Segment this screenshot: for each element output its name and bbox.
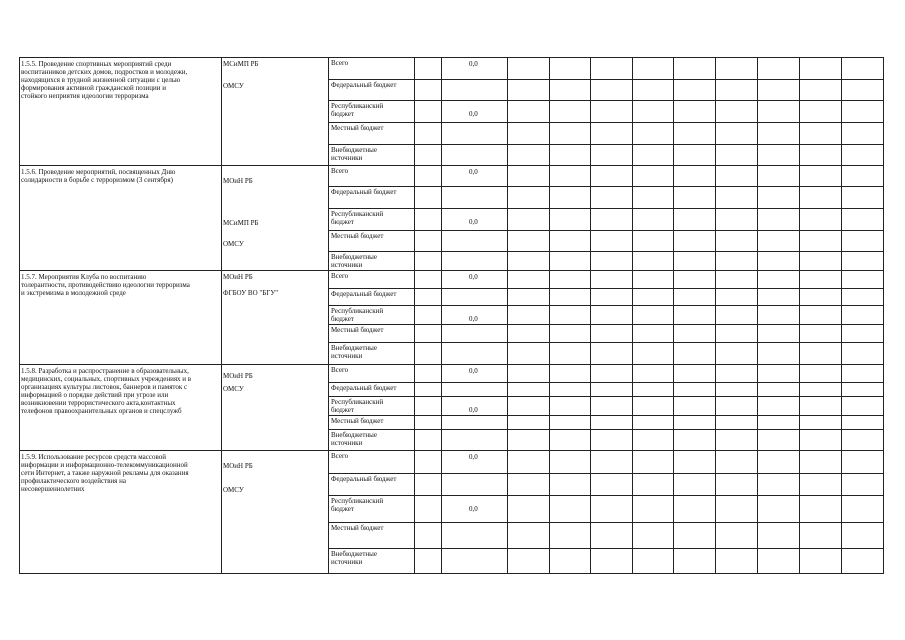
grid-line [328, 495, 884, 496]
grid-line [328, 415, 884, 416]
activity-title: 1.5.8. Разработка и распространение в образовательных, медицинских, социальных, спортивных учреждениях и в организациях культуры листовок, баннеров и памяток с информацией о порядке действий при угрозе или возникновении террористического акта,контактных телефонов правоохранительных органов и спецслужб [21, 367, 192, 415]
funding-source: Внебюджетные источники [331, 550, 377, 566]
grid-line [19, 450, 884, 451]
amount-value: 0,0 [469, 453, 478, 461]
grid-line [328, 251, 884, 252]
grid-line [328, 324, 884, 325]
grid-line [19, 57, 20, 574]
activity-title: 1.5.9. Использование ресурсов средств массовой информации и информационно-телекоммуникационной сети Интернет, а также наружной рекламы для оказания профилактического воздействия на несовершеннолетних [21, 453, 189, 493]
activity-title: 1.5.7. Мероприятия Клуба по воспитанию толерантности, противодействию идеологии терроризма и экстремизма в молодежной среде [21, 273, 190, 297]
grid-line [19, 57, 884, 58]
funding-source: Внебюджетные источники [331, 431, 377, 447]
grid-line [632, 57, 633, 574]
grid-line [549, 57, 550, 574]
amount-value: 0,0 [469, 60, 478, 68]
funding-source: Местный бюджет [331, 232, 384, 240]
funding-source: Федеральный бюджет [331, 290, 397, 298]
funding-source: Местный бюджет [331, 326, 384, 334]
grid-line [673, 57, 674, 574]
grid-line [19, 270, 884, 271]
funding-source: Всего [331, 452, 349, 460]
grid-line [19, 573, 884, 574]
grid-line [328, 548, 884, 549]
activity-title: 1.5.5. Проведение спортивных мероприятий среди воспитанников детских домов, подростков и молодежи, находящихся в трудной жизненной ситуации с целью формирования активной гражданской позиции и стойкого неприятия идеологии терроризма [21, 60, 188, 100]
grid-line [328, 230, 884, 231]
executor-label: ОМСУ [223, 240, 244, 248]
funding-source: Внебюджетные источники [331, 253, 377, 269]
grid-line [221, 57, 222, 574]
funding-source: Федеральный бюджет [331, 475, 397, 483]
grid-line [328, 186, 884, 187]
activity-title: 1.5.6. Проведение мероприятий, посвященных Дню солидарности в борьбе с терроризмом (3 сентября) [21, 168, 176, 184]
grid-line [328, 144, 884, 145]
executor-label: МОиН РБ [223, 273, 253, 281]
grid-line [328, 305, 884, 306]
funding-source: Республиканский бюджет [331, 398, 384, 414]
grid-line [19, 364, 884, 365]
funding-source: Федеральный бюджет [331, 188, 397, 196]
funding-source: Внебюджетные источники [331, 146, 377, 162]
grid-line [328, 288, 884, 289]
amount-value: 0,0 [469, 168, 478, 176]
amount-value: 0,0 [469, 315, 478, 323]
funding-source: Федеральный бюджет [331, 384, 397, 392]
funding-source: Федеральный бюджет [331, 81, 397, 89]
grid-line [328, 473, 884, 474]
grid-line [757, 57, 758, 574]
grid-line [414, 57, 415, 574]
executor-label: МОиН РБ [223, 372, 253, 380]
grid-line [590, 57, 591, 574]
grid-line [883, 57, 884, 574]
grid-line [328, 429, 884, 430]
executor-label: МСиМП РБ [223, 219, 259, 227]
funding-source: Внебюджетные источники [331, 344, 377, 360]
grid-line [328, 382, 884, 383]
executor-label: ОМСУ [223, 486, 244, 494]
grid-line [799, 57, 800, 574]
grid-line [841, 57, 842, 574]
funding-source: Всего [331, 366, 349, 374]
funding-source: Республиканский бюджет [331, 307, 384, 323]
amount-value: 0,0 [469, 406, 478, 414]
executor-label: ОМСУ [223, 385, 244, 393]
funding-source: Республиканский бюджет [331, 497, 384, 513]
amount-value: 0,0 [469, 505, 478, 513]
funding-source: Республиканский бюджет [331, 102, 384, 118]
funding-source: Республиканский бюджет [331, 210, 384, 226]
grid-line [715, 57, 716, 574]
grid-line [441, 57, 442, 574]
grid-line [328, 522, 884, 523]
executor-label: МОиН РБ [223, 177, 253, 185]
grid-line [328, 122, 884, 123]
executor-label: МСиМП РБ [223, 60, 259, 68]
funding-source: Всего [331, 167, 349, 175]
grid-line [328, 208, 884, 209]
amount-value: 0,0 [469, 218, 478, 226]
grid-line [328, 57, 329, 574]
funding-source: Всего [331, 59, 349, 67]
grid-line [328, 396, 884, 397]
funding-source: Местный бюджет [331, 524, 384, 532]
amount-value: 0,0 [469, 110, 478, 118]
grid-line [507, 57, 508, 574]
funding-source: Всего [331, 272, 349, 280]
grid-line [328, 79, 884, 80]
grid-line [19, 165, 884, 166]
grid-line [328, 100, 884, 101]
funding-source: Местный бюджет [331, 124, 384, 132]
amount-value: 0,0 [469, 273, 478, 281]
amount-value: 0,0 [469, 367, 478, 375]
executor-label: МОиН РБ [223, 462, 253, 470]
executor-label: ОМСУ [223, 82, 244, 90]
funding-source: Местный бюджет [331, 417, 384, 425]
grid-line [328, 342, 884, 343]
executor-label: ФГБОУ ВО "БГУ" [223, 289, 279, 297]
